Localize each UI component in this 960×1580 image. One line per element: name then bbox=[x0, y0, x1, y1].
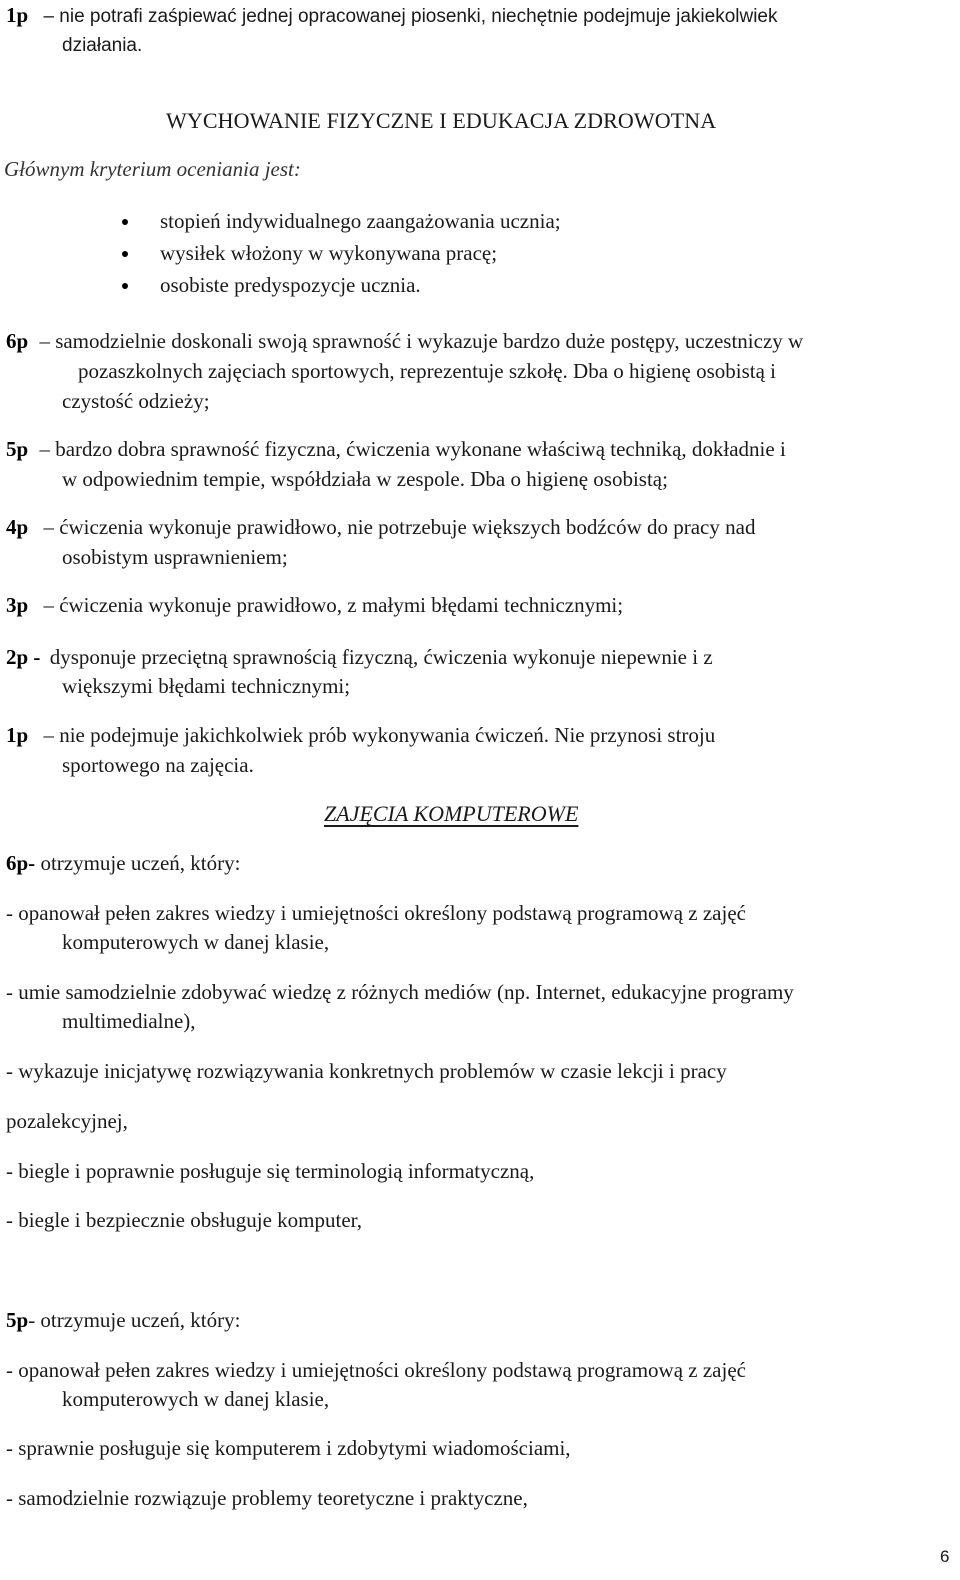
criterion-label: Głównym kryterium oceniania jest: bbox=[4, 157, 301, 181]
grade-row bbox=[6, 439, 786, 460]
grade-text: pozaszkolnych zajęciach sportowych, reprezentuje szkołę. Dba o higienę osobistą i bbox=[78, 359, 776, 383]
grade-label: 6p- bbox=[6, 851, 36, 875]
section-title: ZAJĘCIA KOMPUTEROWE bbox=[324, 801, 579, 826]
grade-row bbox=[6, 517, 755, 538]
grade-text: osobistym usprawnieniem; bbox=[62, 545, 288, 569]
list-item: pozalekcyjnej, bbox=[6, 1109, 128, 1133]
grade-label: 1p bbox=[6, 723, 29, 747]
criteria-item: osobiste predyspozycje ucznia. bbox=[160, 273, 421, 297]
grade-row bbox=[6, 331, 803, 352]
page-number: 6 bbox=[940, 1547, 950, 1566]
grade-text: w odpowiednim tempie, współdziała w zespole. Dba o higienę osobistą; bbox=[62, 467, 668, 491]
grade-heading-text: otrzymuje uczeń, który: bbox=[35, 851, 241, 875]
grade-heading-text: - otrzymuje uczeń, który: bbox=[28, 1308, 241, 1332]
grade-row bbox=[6, 725, 715, 746]
criteria-item: wysiłek włożony w wykonywana pracę; bbox=[160, 241, 498, 265]
grade-text: – ćwiczenia wykonuje prawidłowo, z małymi błędami technicznymi; bbox=[43, 593, 624, 617]
bullet-dot bbox=[122, 283, 128, 289]
grade-heading bbox=[6, 1310, 240, 1331]
list-item: - umie samodzielnie zdobywać wiedzę z różnych mediów (np. Internet, edukacyjne programy bbox=[6, 980, 794, 1004]
grade-label: 6p bbox=[6, 329, 29, 353]
section-title: WYCHOWANIE FIZYCZNE I EDUKACJA ZDROWOTNA bbox=[166, 108, 717, 133]
grade-text: – samodzielnie doskonali swoją sprawność i wykazuje bardzo duże postępy, uczestniczy w bbox=[39, 329, 804, 353]
list-item: - wykazuje inicjatywę rozwiązywania konkretnych problemów w czasie lekcji i pracy bbox=[6, 1059, 727, 1083]
criteria-item: stopień indywidualnego zaangażowania ucznia; bbox=[160, 209, 561, 233]
list-item: komputerowych w danej klasie, bbox=[62, 930, 330, 954]
grade-text: – bardzo dobra sprawność fizyczna, ćwiczenia wykonane właściwą techniką, dokładnie i bbox=[39, 437, 786, 461]
list-item: - opanował pełen zakres wiedzy i umiejętności określony podstawą programową z zajęć bbox=[6, 1358, 746, 1382]
grade-text: – nie podejmuje jakichkolwiek prób wykonywania ćwiczeń. Nie przynosi stroju bbox=[43, 723, 716, 747]
grade-label: 2p - bbox=[6, 645, 41, 669]
item-text: działania. bbox=[62, 35, 143, 56]
grade-text: sportowego na zajęcia. bbox=[62, 753, 254, 777]
list-item: - opanował pełen zakres wiedzy i umiejętności określony podstawą programową z zajęć bbox=[6, 901, 746, 925]
grade-text: – ćwiczenia wykonuje prawidłowo, nie potrzebuje większych bodźców do pracy nad bbox=[43, 515, 756, 539]
grade-text: większymi błędami technicznymi; bbox=[62, 674, 351, 698]
grade-text: dysponuje przeciętną sprawnością fizyczną, ćwiczenia wykonuje niepewnie i z bbox=[49, 645, 713, 669]
item-text: – nie potrafi zaśpiewać jednej opracowanej piosenki, niechętnie podejmuje jakiekolwiek bbox=[43, 6, 778, 27]
list-item: - biegle i bezpiecznie obsługuje komputer, bbox=[6, 1208, 363, 1232]
top-item bbox=[6, 5, 778, 26]
grade-label: 1p bbox=[6, 3, 29, 27]
bullet-dot bbox=[122, 219, 128, 225]
bullet-dot bbox=[122, 251, 128, 257]
grade-label: 3p bbox=[6, 593, 29, 617]
grade-heading bbox=[6, 853, 240, 874]
list-item: - biegle i poprawnie posługuje się terminologią informatyczną, bbox=[6, 1159, 535, 1183]
list-item: - samodzielnie rozwiązuje problemy teoretyczne i praktyczne, bbox=[6, 1486, 528, 1510]
grade-label: 4p bbox=[6, 515, 29, 539]
grade-label: 5p bbox=[6, 1308, 29, 1332]
grade-row bbox=[6, 647, 713, 668]
list-item: multimedialne), bbox=[62, 1009, 196, 1033]
grade-text: czystość odzieży; bbox=[62, 389, 210, 413]
grade-label: 5p bbox=[6, 437, 29, 461]
list-item: komputerowych w danej klasie, bbox=[62, 1387, 330, 1411]
list-item: - sprawnie posługuje się komputerem i zdobytymi wiadomościami, bbox=[6, 1436, 571, 1460]
grade-row bbox=[6, 595, 623, 616]
